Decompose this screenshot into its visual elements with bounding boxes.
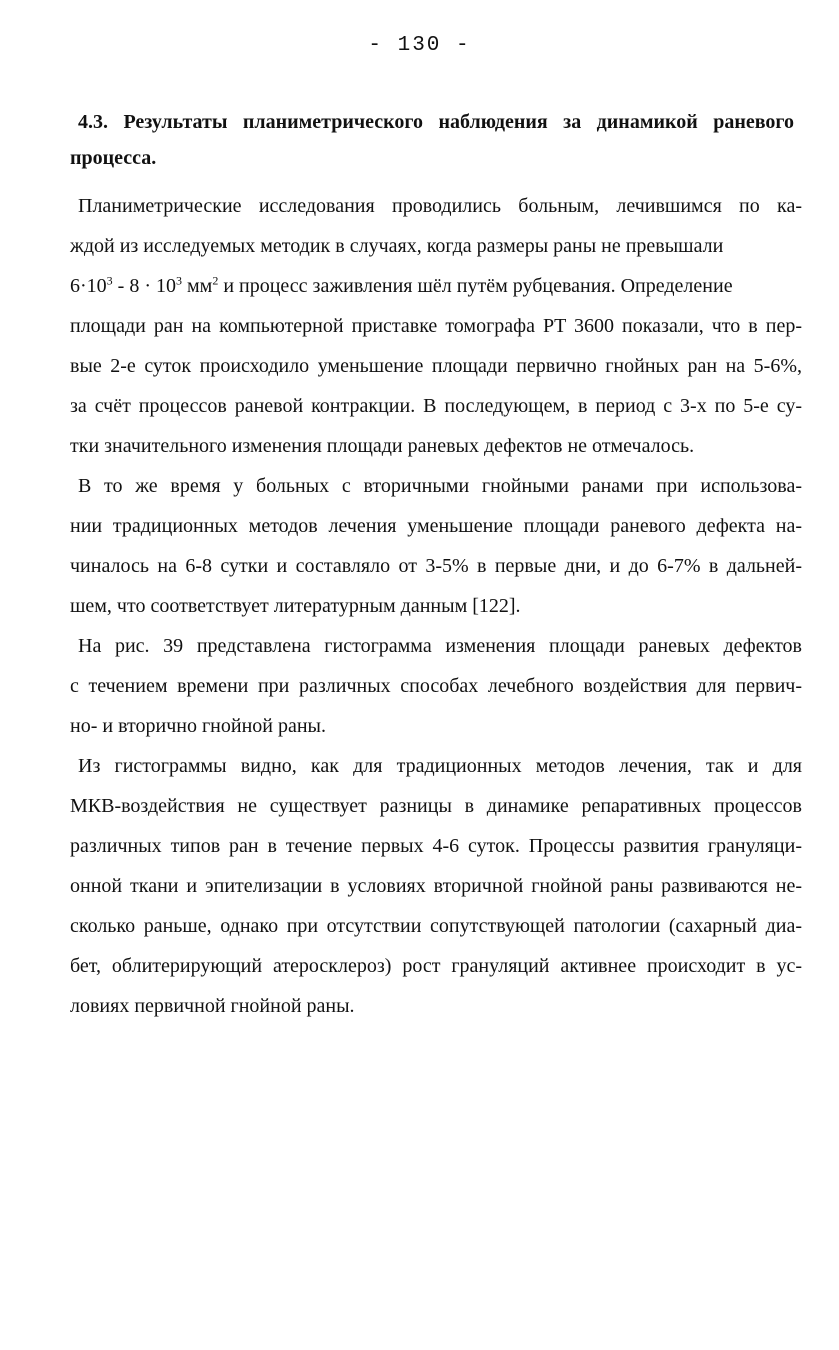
paragraph-4-line-7: ловиях первичной гнойной раны.: [70, 995, 355, 1017]
paragraph-2-line-2: нии традиционных методов лечения уменьшение площади раневого дефекта на-: [70, 515, 802, 537]
paragraph-3: [70, 626, 802, 746]
paragraph-1-line-2: ждой из исследуемых методик в случаях, когда размеры раны не превышали: [70, 235, 724, 257]
paragraph-1-line-1: Планиметрические исследования проводились больным, лечившимся по ка-: [78, 195, 802, 217]
paragraph-1-line-5: вые 2-е суток происходило уменьшение площади первично гнойных ран на 5-6%,: [70, 355, 802, 377]
section-heading: [70, 104, 808, 176]
paragraph-4-line-6: бет, облитерирующий атеросклероз) рост грануляций активнее происходит в ус-: [70, 955, 802, 977]
paragraph-2: [70, 466, 802, 626]
paragraph-4: [70, 746, 802, 1026]
paragraph-1-line-3: [70, 266, 802, 306]
paragraph-2-line-3: чиналось на 6-8 сутки и составляло от 3-5% в первые дни, и до 6-7% в дальней-: [70, 555, 802, 577]
paragraph-2-line-1: В то же время у больных с вторичными гнойными ранами при использова-: [78, 475, 802, 497]
formula-part-c: мм: [182, 275, 213, 297]
paragraph-1-line-6: за счёт процессов раневой контракции. В последующем, в период с 3-х по 5-е су-: [70, 395, 802, 417]
paragraph-3-line-1: На рис. 39 представлена гистограмма изменения площади раневых дефектов: [78, 635, 802, 657]
paragraph-3-line-2: с течением времени при различных способах лечебного воздействия для первич-: [70, 675, 802, 697]
formula-sup-1: 3: [106, 273, 113, 288]
paragraph-2-line-4: шем, что соответствует литературным данным [122].: [70, 595, 521, 617]
paragraph-3-line-3: но- и вторично гнойной раны.: [70, 715, 326, 737]
formula-part-b: - 8 · 10: [112, 275, 176, 297]
paragraph-1: [70, 186, 802, 466]
paragraph-4-line-2: МКВ-воздействия не существует разницы в динамике репаративных процессов: [70, 795, 802, 817]
paragraph-4-line-3: различных типов ран в течение первых 4-6 суток. Процессы развития грануляци-: [70, 835, 802, 857]
formula-sup-2: 3: [176, 273, 182, 288]
formula-part-d: и процесс заживления шёл путём рубцевания. Определение: [218, 275, 733, 297]
paragraph-4-line-4: онной ткани и эпителизации в условиях вторичной гнойной раны развиваются не-: [70, 875, 802, 897]
paragraph-1-line-7: тки значительного изменения площади раневых дефектов не отмечалось.: [70, 435, 695, 457]
formula-part-a: 6·10: [70, 275, 107, 297]
section-heading-line-1: 4.3. Результаты планиметрического наблюдения за динамикой раневого: [78, 111, 794, 133]
section-heading-line-2: процесса.: [70, 147, 157, 169]
formula-sup-3: 2: [212, 273, 219, 288]
paragraph-1-line-4: площади ран на компьютерной приставке томографа PT 3600 показали, что в пер-: [70, 315, 802, 337]
paragraph-4-line-5: сколько раньше, однако при отсутствии сопутствующей патологии (сахарный диа-: [70, 915, 802, 937]
page-number: - 130 -: [368, 34, 471, 57]
paragraph-4-line-1: Из гистограммы видно, как для традиционных методов лечения, так и для: [78, 755, 802, 777]
